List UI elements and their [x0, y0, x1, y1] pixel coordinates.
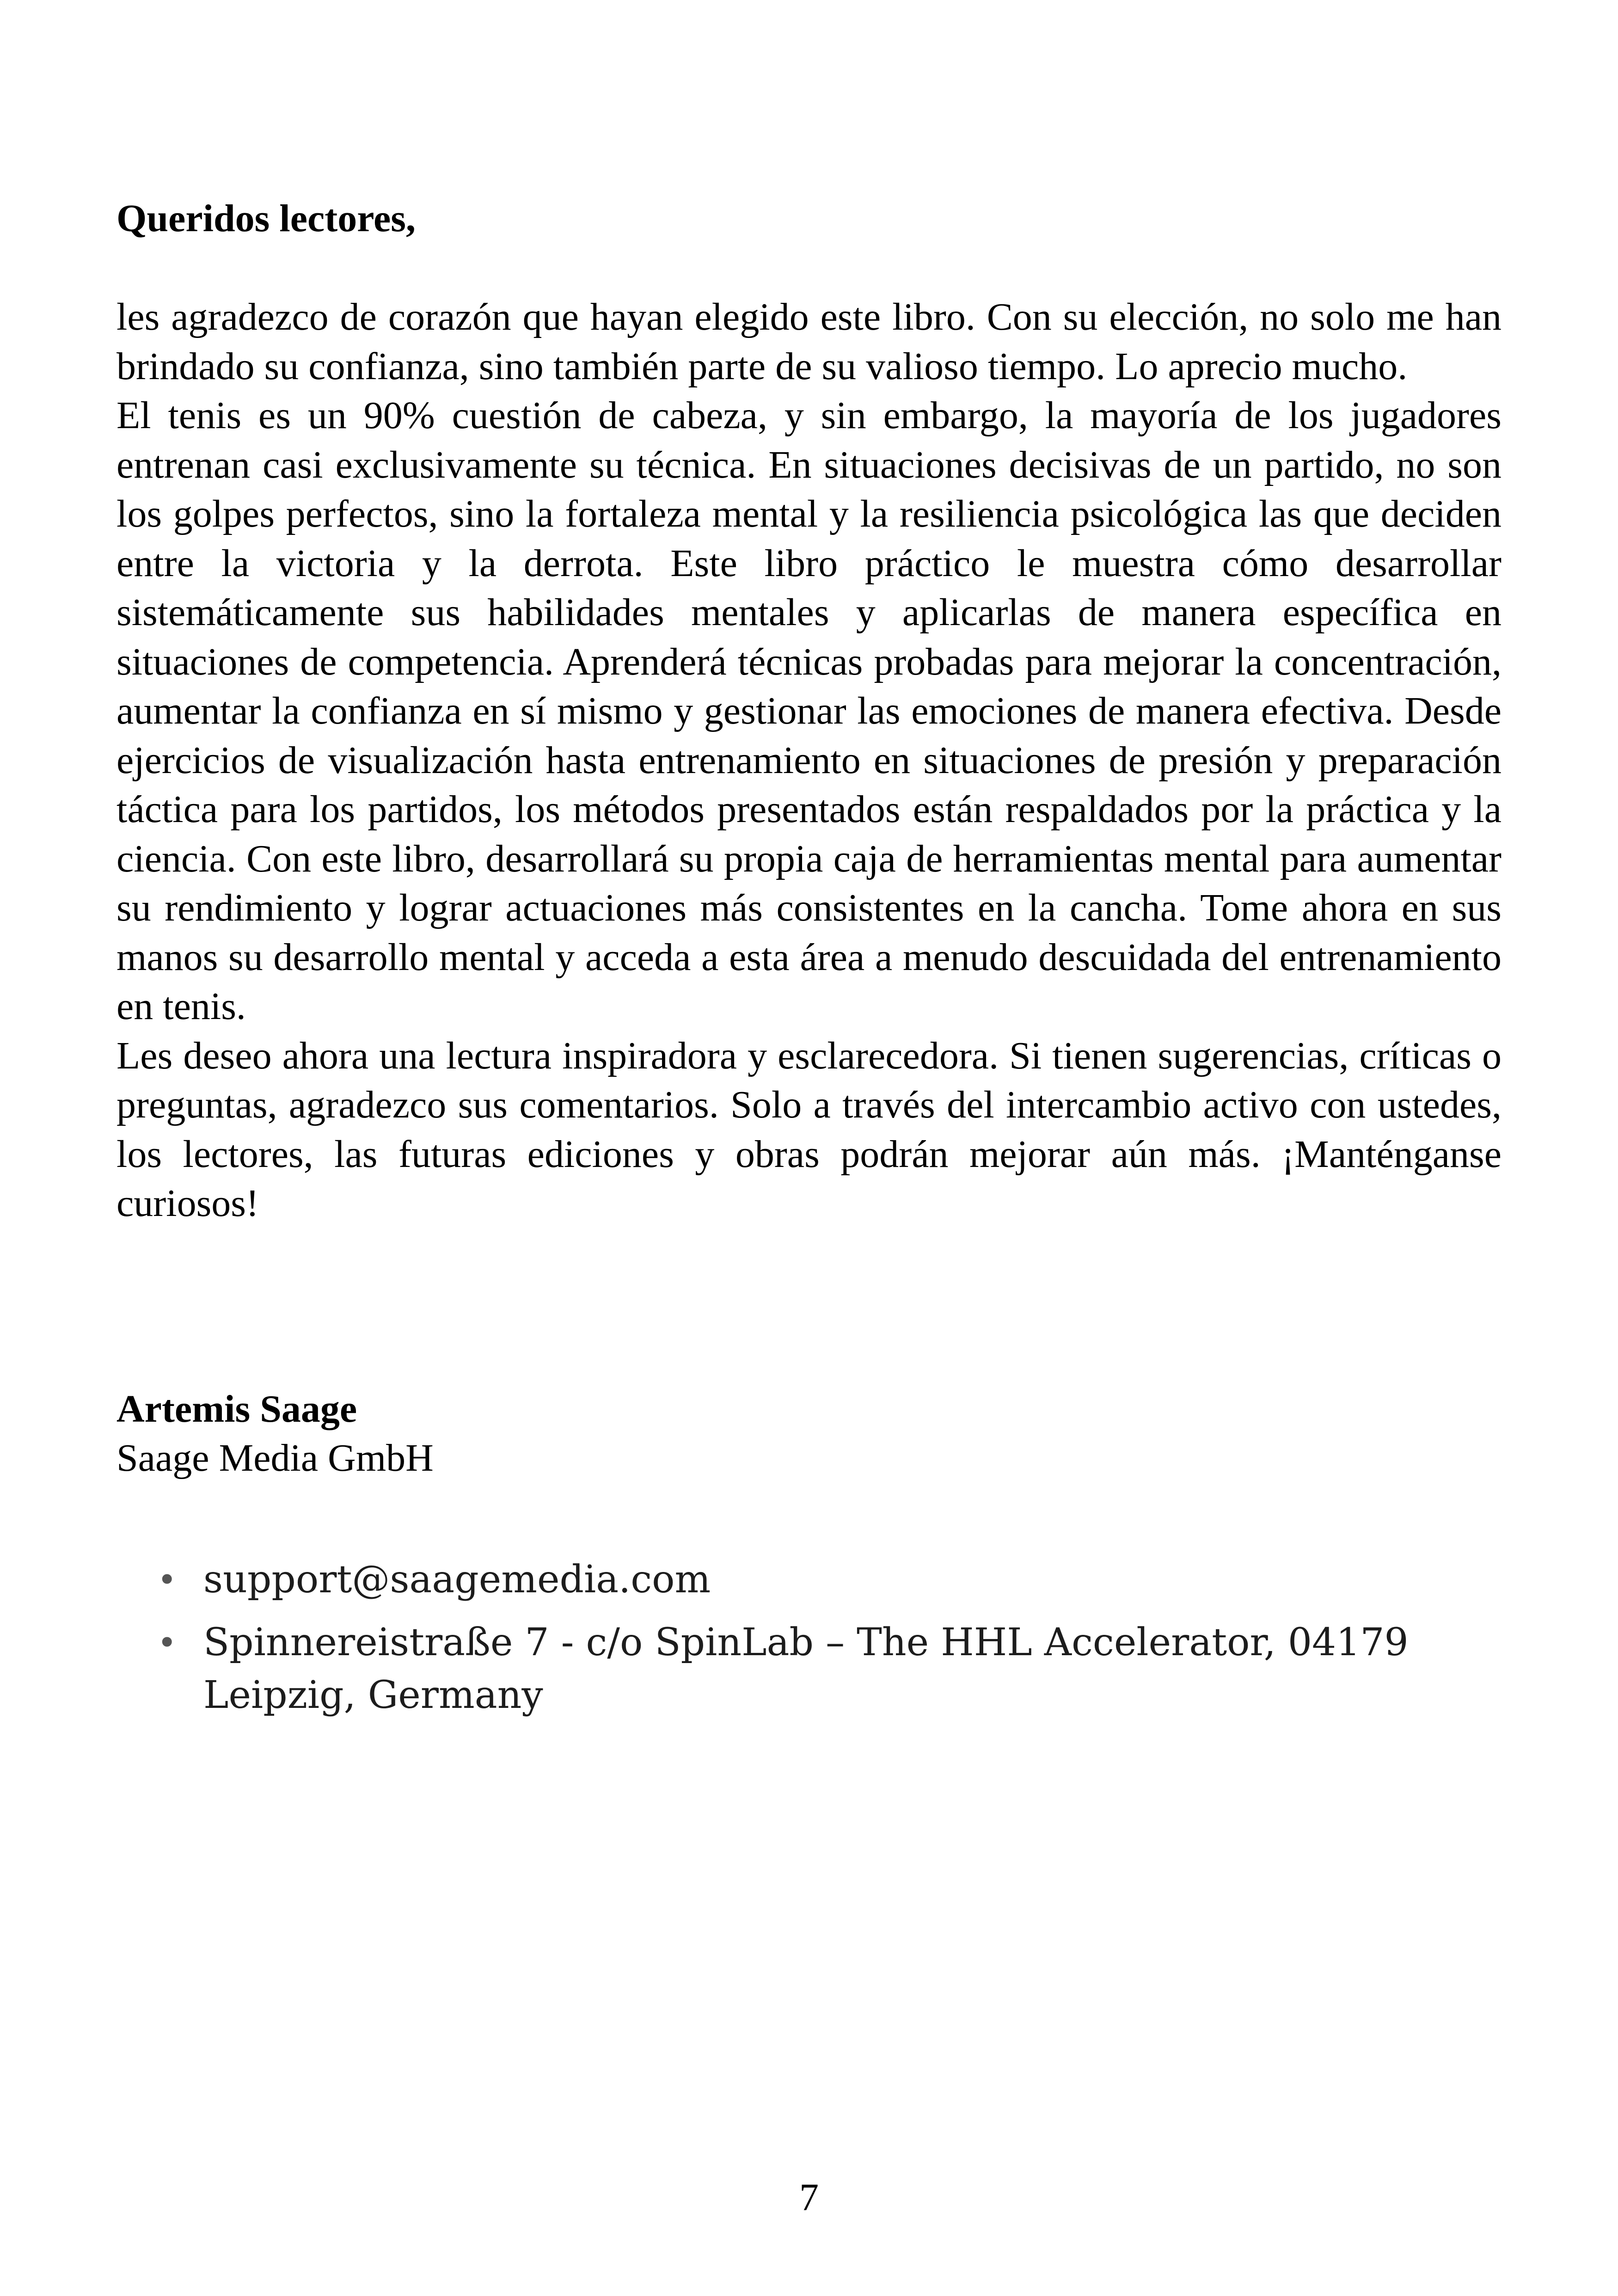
signature-block	[116, 1385, 1502, 1483]
contact-email-item	[157, 1553, 1498, 1606]
letter-body	[116, 293, 1502, 1228]
letter-paragraph-2: El tenis es un 90% cuestión de cabeza, y sin embargo, la mayoría de los jugadores entrenan casi exclusivamente su técnica. En situaciones decisivas de un partido, no son los golpes perfectos, sino la fortaleza mental y la resiliencia psicológica las que deciden entre la victoria y la derrota. Este libro práctico le muestra cómo desarrollar sistemáticamente sus habilidades mentales y aplicarlas de manera específica en situaciones de competencia. Aprenderá técnicas probadas para mejorar la concentración, aumentar la confianza en sí mismo y gestionar las emociones de manera efectiva. Desde ejercicios de visualización hasta entrenamiento en situaciones de presión y preparación táctica para los partidos, los métodos presentados están respaldados por la práctica y la ciencia. Con este libro, desarrollará su propia caja de herramientas mental para aumentar su rendimiento y lograr actuaciones más consistentes en la cancha. Tome ahora en sus manos su desarrollo mental y acceda a esta área a menudo descuidada del entrenamiento en tenis.	[116, 394, 1502, 1028]
page-number: 7	[799, 2176, 819, 2219]
bullet-icon: •	[157, 1623, 177, 1662]
contact-email: support@saagemedia.com	[203, 1558, 711, 1602]
letter-paragraph-1: les agradezco de corazón que hayan elegido este libro. Con su elección, no solo me han brindado su confianza, sino también parte de su valioso tiempo. Lo aprecio mucho.	[116, 295, 1502, 388]
bullet-icon: •	[157, 1560, 177, 1599]
contact-list	[157, 1553, 1498, 1732]
company-name: Saage Media GmbH	[116, 1437, 434, 1480]
author-name: Artemis Saage	[116, 1387, 357, 1430]
letter-greeting: Queridos lectores,	[116, 197, 416, 240]
contact-address: Spinnereistraße 7 - c/o SpinLab – The HHL Accelerator, 04179 Leipzig, Germany	[203, 1621, 1409, 1717]
contact-address-item	[157, 1616, 1498, 1722]
letter-paragraph-3: Les deseo ahora una lectura inspiradora y esclarecedora. Si tienen sugerencias, críticas o preguntas, agradezco sus comentarios. Solo a través del intercambio activo con ustedes, los lectores, las futuras ediciones y obras podrán mejorar aún más. ¡Manténganse curiosos!	[116, 1034, 1502, 1225]
